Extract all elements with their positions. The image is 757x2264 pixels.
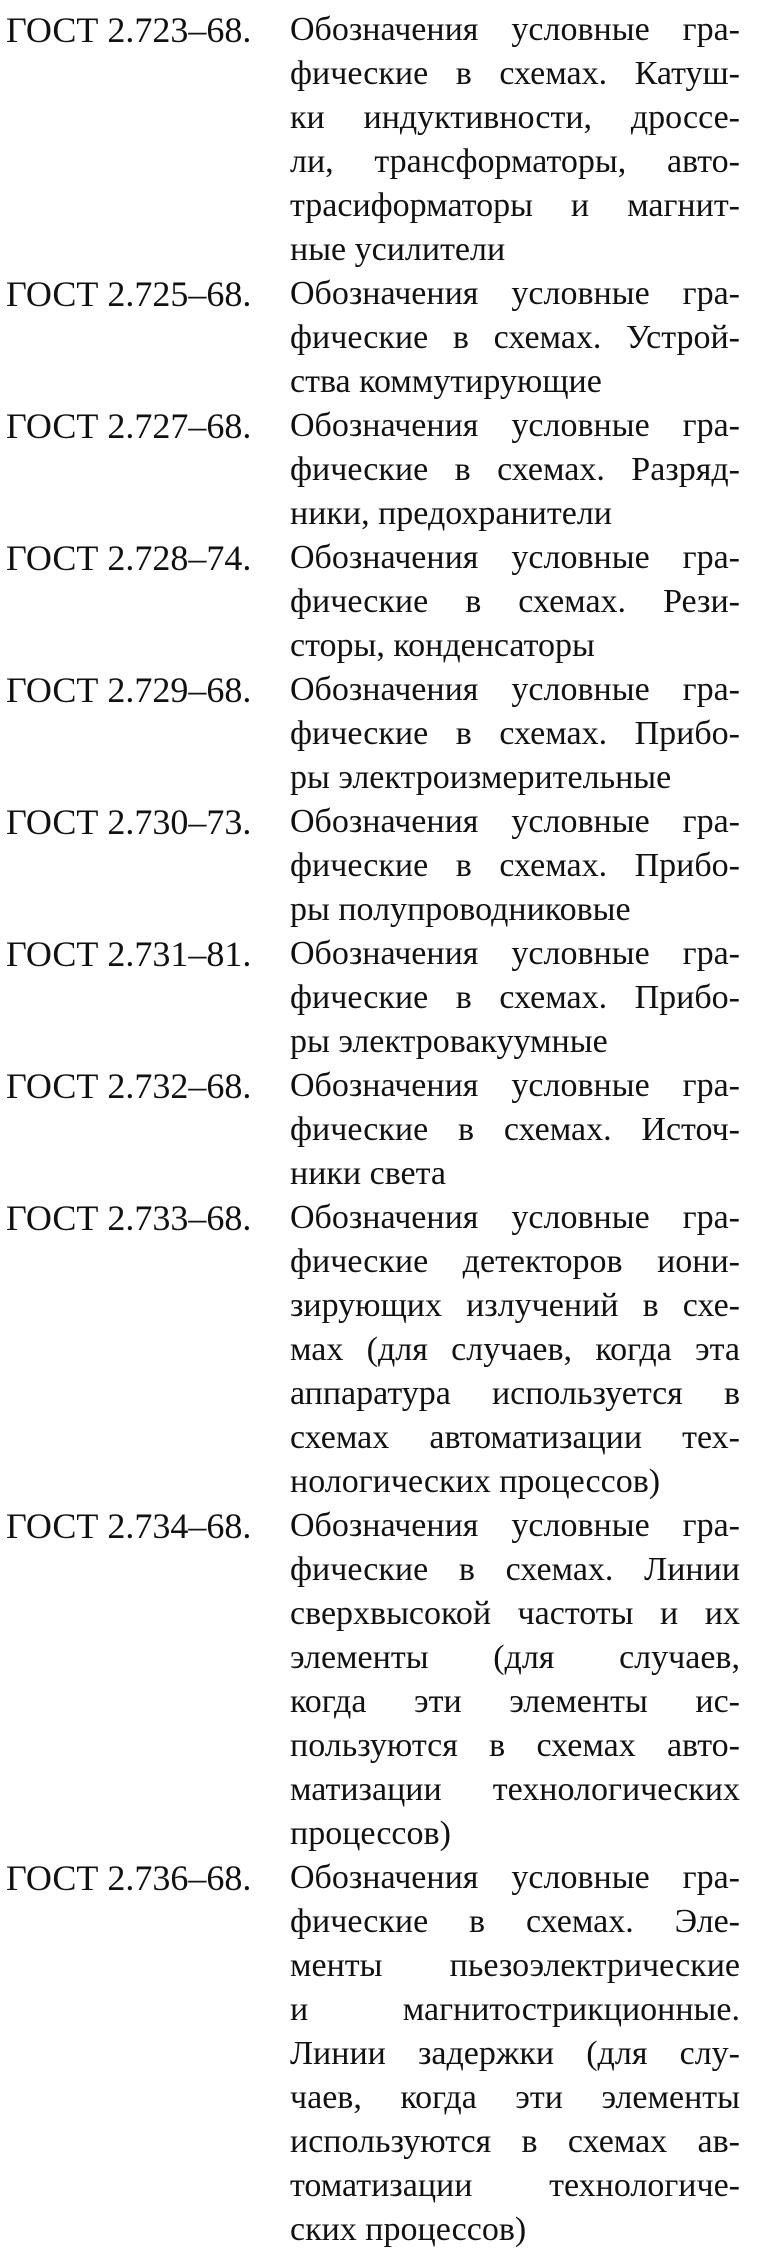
standard-code: ГОСТ 2.728–74. [6,538,252,578]
description-line: фические в схемах. Источ- [290,1111,740,1148]
description-line: фические в схемах. Прибо- [290,715,740,752]
standard-description [290,1064,740,1196]
description-line: ки индуктивности, дроссе- [290,99,740,136]
description-line: ры электровакуумные [290,1023,608,1060]
description-line: чаев, когда эти элементы [290,2079,740,2116]
description-line: Линии задержки (для слу- [290,2035,740,2072]
description-line: фические в схемах. Катуш- [290,55,740,92]
description-line: ских процессов) [290,2211,527,2248]
description-line: томатизации технологиче- [290,2167,740,2204]
description-line: менты пьезоэлектрические [290,1947,740,1984]
description-line: мах (для случаев, когда эта [290,1331,740,1368]
standard-code: ГОСТ 2.731–81. [6,934,252,974]
description-line: Обозначения условные гра- [290,671,740,708]
description-line: фические в схемах. Прибо- [290,979,740,1016]
standard-code: ГОСТ 2.732–68. [6,1066,252,1106]
standard-code: ГОСТ 2.734–68. [6,1506,252,1546]
description-line: фические в схемах. Прибо- [290,847,740,884]
description-line: Обозначения условные гра- [290,11,740,48]
description-line: фические в схемах. Устрой- [290,319,740,356]
description-line: ные усилители [290,231,506,268]
standard-description [290,8,740,272]
description-line: фические в схемах. Эле- [290,1903,740,1940]
description-line: ры электроизмерительные [290,759,672,796]
standard-description [290,668,740,800]
description-line: аппаратура используется в [290,1375,740,1412]
standard-code: ГОСТ 2.723–68. [6,10,252,50]
description-line: Обозначения условные гра- [290,539,740,576]
description-line: Обозначения условные гра- [290,1199,740,1236]
description-line: и магнитострикционные. [290,1991,740,2028]
standard-code: ГОСТ 2.736–68. [6,1858,252,1898]
standard-description [290,272,740,404]
description-line: процессов) [290,1815,451,1852]
description-line: ли, трансформаторы, авто- [290,143,740,180]
standard-description [290,404,740,536]
description-line: ники света [290,1155,447,1192]
description-line: Обозначения условные гра- [290,275,740,312]
description-line: пользуются в схемах авто- [290,1727,740,1764]
description-line: ства коммутирующие [290,363,602,400]
description-line: Обозначения условные гра- [290,1067,740,1104]
standard-code: ГОСТ 2.725–68. [6,274,252,314]
description-line: фические в схемах. Линии [290,1551,740,1588]
description-line: Обозначения условные гра- [290,935,740,972]
standard-description [290,932,740,1064]
description-line: Обозначения условные гра- [290,1507,740,1544]
description-line: Обозначения условные гра- [290,407,740,444]
description-line: элементы (для случаев, [290,1639,740,1676]
standard-description [290,536,740,668]
description-line: используются в схемах ав- [290,2123,740,2160]
description-line: матизации технологических [290,1771,740,1808]
description-line: трасиформаторы и магнит- [290,187,740,224]
description-line: сверхвысокой частоты и их [290,1595,740,1632]
standard-description [290,1504,740,1856]
standard-code: ГОСТ 2.727–68. [6,406,252,446]
description-line: ники, предохранители [290,495,612,532]
description-line: нологических процессов) [290,1463,661,1500]
description-line: фические в схемах. Разряд- [290,451,740,488]
standard-description [290,1856,740,2252]
standard-code: ГОСТ 2.729–68. [6,670,252,710]
standard-code: ГОСТ 2.733–68. [6,1198,252,1238]
description-line: когда эти элементы ис- [290,1683,740,1720]
standard-description [290,800,740,932]
description-line: схемах автоматизации тех- [290,1419,740,1456]
standard-description [290,1196,740,1504]
description-line: ры полупроводниковые [290,891,631,928]
description-line: фические детекторов иони- [290,1243,740,1280]
description-line: фические в схемах. Рези- [290,583,740,620]
description-line: сторы, конденсаторы [290,627,595,664]
description-line: Обозначения условные гра- [290,1859,740,1896]
standard-code: ГОСТ 2.730–73. [6,802,252,842]
description-line: Обозначения условные гра- [290,803,740,840]
description-line: зирующих излучений в схе- [290,1287,740,1324]
